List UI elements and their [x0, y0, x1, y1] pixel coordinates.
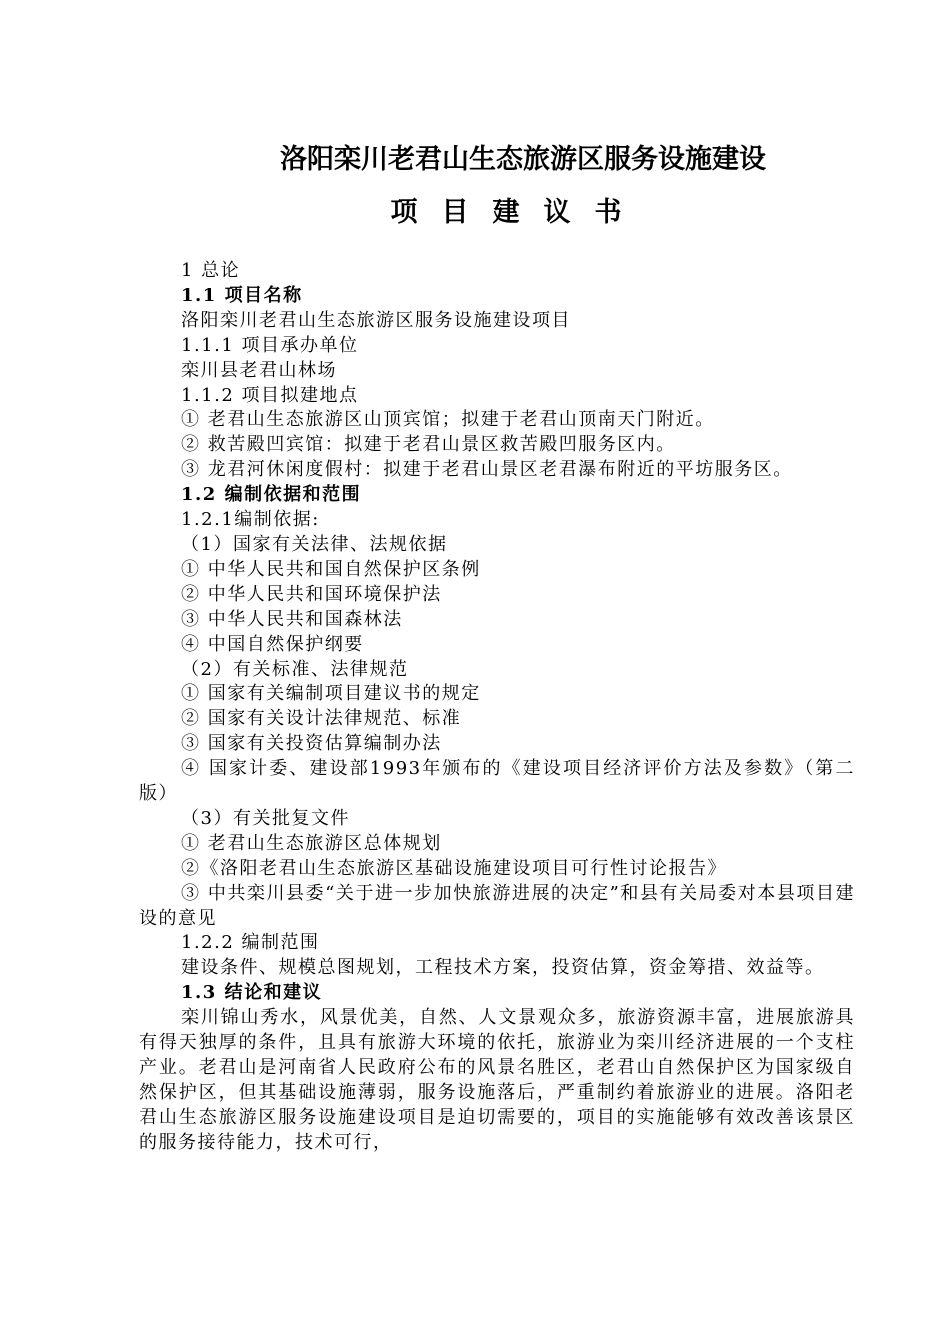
document-body [139, 259, 855, 1156]
section-heading: 1.3 结论和建议 [181, 982, 323, 1004]
list-heading: （3）有关批复文件 [181, 807, 350, 829]
list-item: ① 国家有关编制项目建议书的规定 [181, 683, 481, 705]
subsection-heading: 1.1.2 项目拟建地点 [181, 384, 359, 406]
paragraph: 建设条件、规模总图规划，工程技术方案，投资估算，资金筹措、效益等。 [181, 957, 825, 979]
list-item: ② 救苦殿凹宾馆：拟建于老君山景区救苦殿凹服务区内。 [181, 434, 676, 456]
paragraph: 栾川县老君山林场 [181, 359, 337, 381]
section-heading: 1.1 项目名称 [181, 284, 303, 306]
list-heading: （1）国家有关法律、法规依据 [181, 533, 448, 555]
list-heading: （2）有关标准、法律规范 [181, 658, 409, 680]
paragraph: 栾川锦山秀水，风景优美，自然、人文景观众多，旅游资源丰富，进展旅游具有得天独厚的条件，且具有旅游大环境的依托，旅游业为栾川经济进展的一个支柱产业。老君山是河南省人民政府公布的风景名胜区，老君山自然保护区为国家级自然保护区，但其基础设施薄弱，服务设施落后，严重制约着旅游业的进展。洛阳老君山生态旅游区服务设施建设项目是迫切需要的，项目的实施能够有效改善该景区的服务接待能力，技术可行， [139, 1007, 855, 1153]
list-item: ② 中华人民共和国环境保护法 [181, 583, 442, 605]
list-item: ③ 中华人民共和国森林法 [181, 608, 403, 630]
list-item: ① 老君山生态旅游区山顶宾馆；拟建于老君山顶南天门附近。 [181, 409, 715, 431]
list-item: ②《洛阳老君山生态旅游区基础设施建设项目可行性讨论报告》 [181, 857, 727, 879]
list-item: ③ 中共栾川县委“关于进一步加快旅游进展的决定”和县有关局委对本县项目建设的意见 [139, 882, 855, 929]
list-item: ④ 国家计委、建设部1993年颁布的《建设项目经济评价方法及参数》（第二版） [139, 758, 855, 805]
paragraph: 洛阳栾川老君山生态旅游区服务设施建设项目 [181, 309, 571, 331]
document-title: 洛阳栾川老君山生态旅游区服务设施建设 [280, 144, 766, 175]
list-item: ④ 中国自然保护纲要 [181, 633, 364, 655]
list-item: ① 中华人民共和国自然保护区条例 [181, 558, 481, 580]
list-item: ③ 国家有关投资估算编制办法 [181, 733, 442, 755]
subsection-heading: 1.2.2 编制范围 [181, 932, 320, 954]
document-subtitle: 项目建议书 [390, 197, 646, 228]
subsection-heading: 1.1.1 项目承办单位 [181, 334, 359, 356]
subsection-heading: 1.2.1编制依据: [181, 509, 320, 531]
list-item: ① 老君山生态旅游区总体规划 [181, 832, 442, 854]
section-heading: 1 总论 [181, 260, 241, 281]
list-item: ② 国家有关设计法律规范、标准 [181, 708, 462, 730]
section-heading: 1.2 编制依据和范围 [181, 484, 362, 506]
list-item: ③ 龙君河休闲度假村：拟建于老君山景区老君瀑布附近的平坊服务区。 [181, 459, 793, 481]
